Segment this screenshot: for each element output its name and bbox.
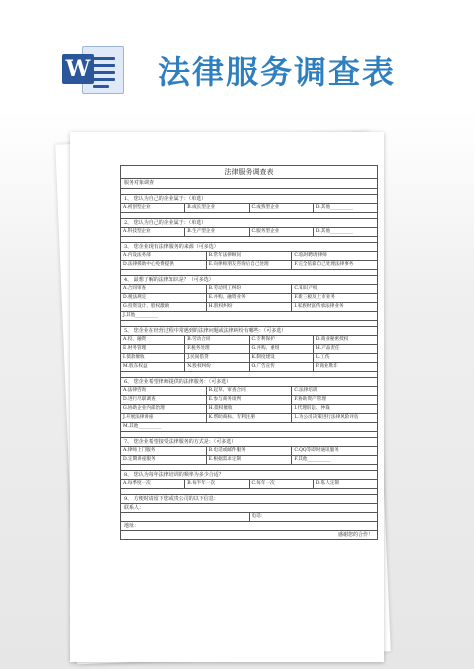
option-row — [121, 311, 377, 320]
option-cell: E.参与商务谈判 — [206, 396, 292, 404]
question-section — [121, 465, 377, 489]
question-text: 1、 您认为自己的企业属于：（单选） — [121, 194, 377, 203]
option-cell: G.投资设计、股权激励 — [123, 304, 170, 309]
option-cell: F.协助资产管理 — [291, 396, 377, 404]
option-cell: I.代理诉讼、仲裁 — [291, 405, 377, 413]
option-cell: K.制度建设 — [249, 354, 313, 362]
option-cell: N.股权纠纷 — [184, 363, 248, 371]
contact-question: 9、 方便时请留下您或贵公司的以下信息： — [121, 494, 377, 503]
question-text: 3、 您企业现有法律服务的来源（可多选） — [121, 242, 377, 251]
option-cell: G.协助企业内部治理 — [123, 406, 165, 411]
question-section — [121, 432, 377, 465]
option-cell: J.其他__________ — [123, 313, 159, 318]
question-text: 7、 您企业希望接受法律服务的方式是：（可多选） — [121, 437, 377, 446]
option-row — [121, 353, 377, 362]
option-cell: E.向律师朋友咨询后自己处理 — [206, 261, 292, 269]
option-cell: C.每年一次 — [249, 480, 313, 488]
option-row — [121, 284, 377, 293]
option-cell: J.开展法律讲座 — [123, 415, 154, 420]
option-cell: J.民间借贷 — [184, 354, 248, 362]
option-row — [121, 395, 377, 404]
option-cell: K.帮助商标、专利注册 — [206, 414, 292, 422]
option-cell: H.债权催收 — [206, 405, 292, 413]
option-cell: A.初创型企业 — [123, 205, 151, 210]
option-cell: E.财务管理 — [123, 346, 147, 351]
option-row — [121, 404, 377, 413]
option-cell: A.律师上门服务 — [123, 448, 156, 453]
contact-row — [121, 512, 377, 521]
question-section — [121, 372, 377, 432]
option-cell: B.起草、审查合同 — [206, 387, 292, 395]
option-cell: D.私人定制 — [313, 480, 377, 488]
header — [0, 0, 474, 120]
option-row — [121, 479, 377, 488]
option-cell: B.常年法律顾问 — [206, 252, 292, 260]
option-cell: F.完全依靠自己处理法律事务 — [291, 261, 377, 269]
option-cell: L.工伤 — [313, 354, 377, 362]
option-row — [121, 203, 377, 212]
option-cell: D.税法规定 — [123, 295, 147, 300]
contact-section — [121, 489, 377, 539]
option-row — [121, 386, 377, 395]
question-section — [121, 270, 377, 321]
question-text: 5、 您企业在经营过程中常遇到的法律问题或法律纠纷有哪些：（可多选） — [121, 326, 377, 335]
option-row — [121, 260, 377, 269]
option-cell: G.并购、重组 — [249, 345, 313, 353]
option-cell: H.股权纠纷 — [206, 303, 292, 311]
section-label: 服务对象调查 — [121, 179, 377, 189]
option-cell: A.科技型企业 — [123, 229, 151, 234]
option-cell: A.法律咨询 — [123, 388, 147, 393]
option-cell: C.临时聘请律师 — [291, 252, 377, 260]
option-cell: C.知识产权 — [291, 285, 377, 293]
option-cell: E.根据需求定制 — [206, 456, 292, 464]
question-list — [121, 189, 377, 489]
contact-name-line: 联系人： — [121, 503, 377, 512]
option-cell: D.其他__________ — [313, 228, 377, 236]
word-letter-icon: W — [62, 54, 94, 84]
option-row — [121, 455, 377, 464]
option-row — [121, 362, 377, 371]
option-row — [121, 344, 377, 353]
option-cell: L.为公司决策进行法律风险评估 — [291, 414, 377, 422]
contact-blank — [121, 513, 249, 521]
document-preview[interactable] — [70, 132, 384, 662]
option-cell: H.产品责任 — [313, 345, 377, 353]
option-cell: C.专利保护 — [249, 336, 313, 344]
option-cell: A.每季度一次 — [123, 481, 151, 486]
option-cell: O.广告宣传 — [249, 363, 313, 371]
option-row — [121, 227, 377, 236]
option-cell: I.家族财富传承法律业务 — [291, 303, 377, 311]
question-text: 4、 最想了解的法律知识是？（可多选） — [121, 275, 377, 284]
question-section — [121, 189, 377, 213]
page-title: 法律服务调查表 — [158, 53, 397, 91]
form-title: 法律服务调查表 — [121, 166, 377, 179]
option-row — [121, 293, 377, 302]
option-cell: D.其他__________ — [313, 204, 377, 212]
survey-form — [120, 165, 378, 540]
option-cell: P.商业欺诈 — [313, 363, 377, 371]
option-cell: E.并购、融资业务 — [206, 294, 292, 302]
contact-address-line: 地址： — [121, 521, 377, 530]
option-cell: B.每半年一次 — [184, 480, 248, 488]
option-cell: B.劳动合同 — [184, 336, 248, 344]
option-cell: I.债款催收 — [123, 355, 145, 360]
option-cell: C.服务型企业 — [249, 228, 313, 236]
option-row — [121, 335, 377, 344]
option-cell: A.合同审查 — [123, 286, 147, 291]
question-text: 8、 您认为每年法律培训的频率为多少合适？ — [121, 470, 377, 479]
option-cell: M.股东权益 — [123, 364, 148, 369]
thanks-note: 感谢您的合作！ — [121, 530, 377, 539]
option-cell: F.新三板及上市业务 — [291, 294, 377, 302]
option-cell: F.其他__________ — [291, 456, 377, 464]
option-cell: B.成长型企业 — [184, 204, 248, 212]
option-cell: C.法律培训 — [291, 387, 377, 395]
option-row — [121, 302, 377, 311]
option-cell: C.成熟型企业 — [249, 204, 313, 212]
question-section — [121, 237, 377, 270]
option-cell: M.其他__________ — [123, 424, 162, 429]
option-cell: D.定期讲座服务 — [123, 457, 156, 462]
option-row — [121, 422, 377, 431]
option-cell: F.税务处理 — [184, 345, 248, 353]
option-cell: D.商业秘密授权 — [313, 336, 377, 344]
contact-phone-label: 电话： — [249, 513, 378, 521]
option-cell: A.投、融资 — [123, 337, 147, 342]
option-row — [121, 251, 377, 260]
option-cell: A.内设法务部 — [123, 253, 151, 258]
option-row — [121, 446, 377, 455]
word-doc-icon — [62, 42, 124, 96]
option-cell: B.劳动用工纠纷 — [206, 285, 292, 293]
question-section — [121, 213, 377, 237]
option-cell: B.电话或邮件服务 — [206, 447, 292, 455]
question-text: 6、 您企业希望律师提供的法律服务：（可多选） — [121, 377, 377, 386]
option-row — [121, 413, 377, 422]
question-section — [121, 321, 377, 372]
option-cell: D.法律援助中心免费提供 — [123, 262, 174, 267]
question-text: 2、 您认为自己的企业属于：（单选） — [121, 218, 377, 227]
option-cell: B.生产型企业 — [184, 228, 248, 236]
option-cell: D.进行尽职调查 — [123, 397, 156, 402]
option-cell: C.QQ等即时通讯服务 — [291, 447, 377, 455]
